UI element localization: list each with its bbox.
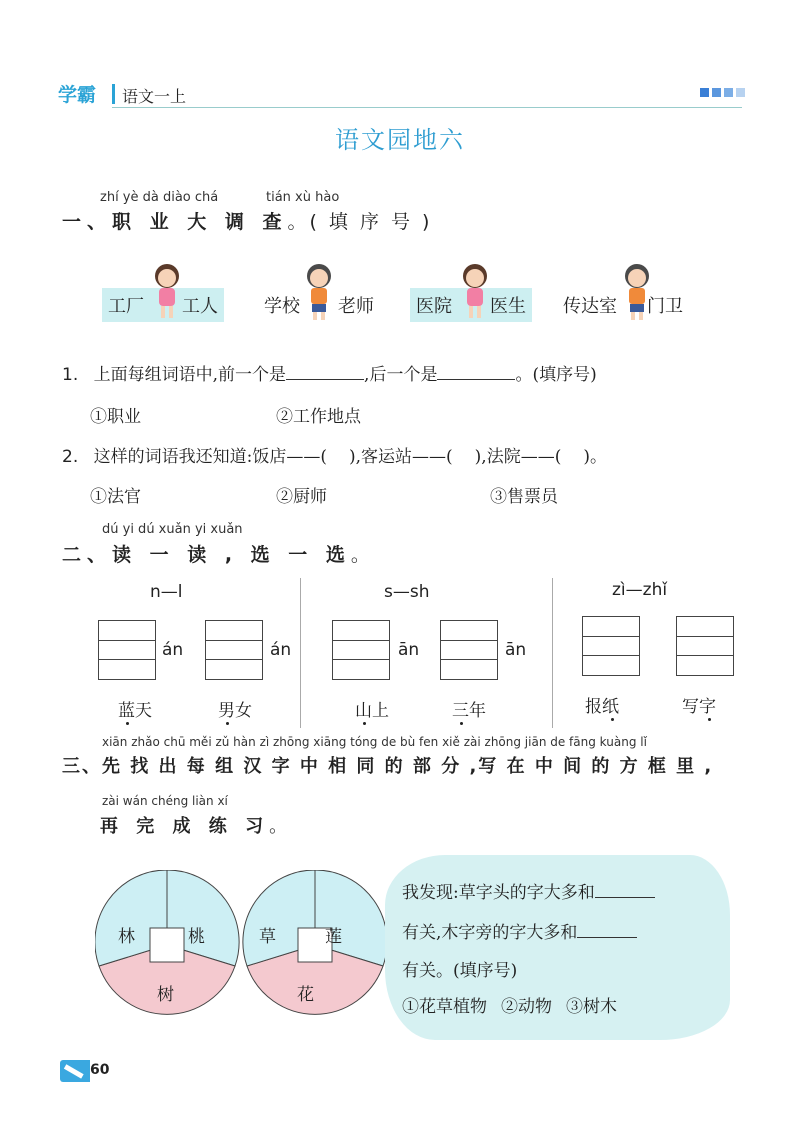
circle-char: 树 <box>157 985 174 1005</box>
option: ②工作地点 <box>276 407 361 427</box>
rime: án <box>270 640 292 660</box>
page-number: 60 <box>90 1062 110 1078</box>
note-line: 有关,木字旁的字大多和 <box>402 918 637 943</box>
column-divider <box>552 578 553 728</box>
page-title: 语文园地六 <box>335 126 465 154</box>
section-title: 二、读 一 读 , 选 一 选。 <box>62 544 376 566</box>
header-divider <box>112 84 115 104</box>
pencil-icon <box>60 1060 90 1082</box>
emphasis-dot <box>708 718 711 721</box>
option: ②厨师 <box>276 487 327 507</box>
option: ③售票员 <box>490 487 558 507</box>
word-card: 传达室 门卫 <box>563 296 683 317</box>
section-title: 再 完 成 练 习。 <box>100 816 294 837</box>
option: ①法官 <box>90 487 141 507</box>
circle-char: 林 <box>118 927 135 947</box>
rime: án <box>162 640 184 660</box>
pinyin-line: dú yi dú xuǎn yi xuǎn <box>102 522 243 537</box>
rime: ān <box>398 640 420 660</box>
pinyin-line: tián xù hào <box>266 190 340 205</box>
group-label: s—sh <box>384 582 430 602</box>
question-2: 2. 这样的词语我还知道:饭店——( ),客运站——( ),法院——( )。 <box>62 447 607 467</box>
answer-blank[interactable] <box>577 923 637 938</box>
circle-char: 草 <box>259 927 276 947</box>
emphasis-dot <box>460 722 463 725</box>
section-title: 一、职 业 大 调 查。( 填 序 号 ) <box>62 211 433 233</box>
note-line: 我发现:草字头的字大多和 <box>402 878 655 903</box>
boy-illustration <box>620 262 654 324</box>
note-options: ①花草植物 ②动物 ③树木 <box>402 997 617 1017</box>
word: 男女 <box>218 701 252 721</box>
circle-char: 莲 <box>325 927 342 947</box>
writing-box[interactable] <box>440 620 498 680</box>
note-line: 有关。(填序号) <box>402 961 518 981</box>
word-card: 学校 老师 <box>264 296 374 317</box>
pinyin-line: xiān zhǎo chū měi zǔ hàn zì zhōng xiāng tóng de bù fen xiě zài zhōng jiān de fāng kuàng lǐ <box>102 735 647 749</box>
group-label: zì—zhǐ <box>612 580 668 600</box>
pinyin-line: zài wán chéng liàn xí <box>102 794 228 808</box>
square-icon <box>736 88 745 97</box>
writing-box[interactable] <box>582 616 640 676</box>
option: ①职业 <box>90 407 141 427</box>
girl-illustration <box>458 262 492 322</box>
writing-box[interactable] <box>98 620 156 680</box>
subject-label: 语文一上 <box>122 87 187 106</box>
writing-box[interactable] <box>205 620 263 680</box>
square-icon <box>724 88 733 97</box>
word: 写字 <box>682 697 716 717</box>
emphasis-dot <box>226 722 229 725</box>
section-title: 三、先 找 出 每 组 汉 字 中 相 同 的 部 分 ,写 在 中 间 的 方 框 里 , <box>62 756 714 777</box>
circle-char: 花 <box>297 985 314 1005</box>
square-icon <box>700 88 709 97</box>
brand-logo: 学霸 <box>58 84 97 106</box>
answer-blank[interactable] <box>437 363 515 380</box>
emphasis-dot <box>363 722 366 725</box>
question-1: 1. 上面每组词语中,前一个是 ,后一个是 。(填序号) <box>62 365 597 385</box>
rime: ān <box>505 640 527 660</box>
girl-illustration <box>150 262 184 322</box>
writing-box[interactable] <box>332 620 390 680</box>
emphasis-dot <box>611 718 614 721</box>
circle-char: 桃 <box>188 927 205 947</box>
word-card: 工厂 工人 <box>102 288 224 322</box>
word: 报纸 <box>585 697 619 717</box>
word: 蓝天 <box>118 701 152 721</box>
writing-box[interactable] <box>676 616 734 676</box>
group-label: n—l <box>150 582 183 602</box>
column-divider <box>300 578 301 728</box>
word-card: 医院 医生 <box>410 288 532 322</box>
header-rule <box>112 107 742 108</box>
word: 三年 <box>452 701 486 721</box>
word: 山上 <box>355 701 389 721</box>
square-icon <box>712 88 721 97</box>
emphasis-dot <box>126 722 129 725</box>
answer-blank[interactable] <box>595 883 655 898</box>
pinyin-line: zhí yè dà diào chá <box>100 190 219 205</box>
boy-illustration <box>302 262 336 324</box>
answer-blank[interactable] <box>286 363 364 380</box>
